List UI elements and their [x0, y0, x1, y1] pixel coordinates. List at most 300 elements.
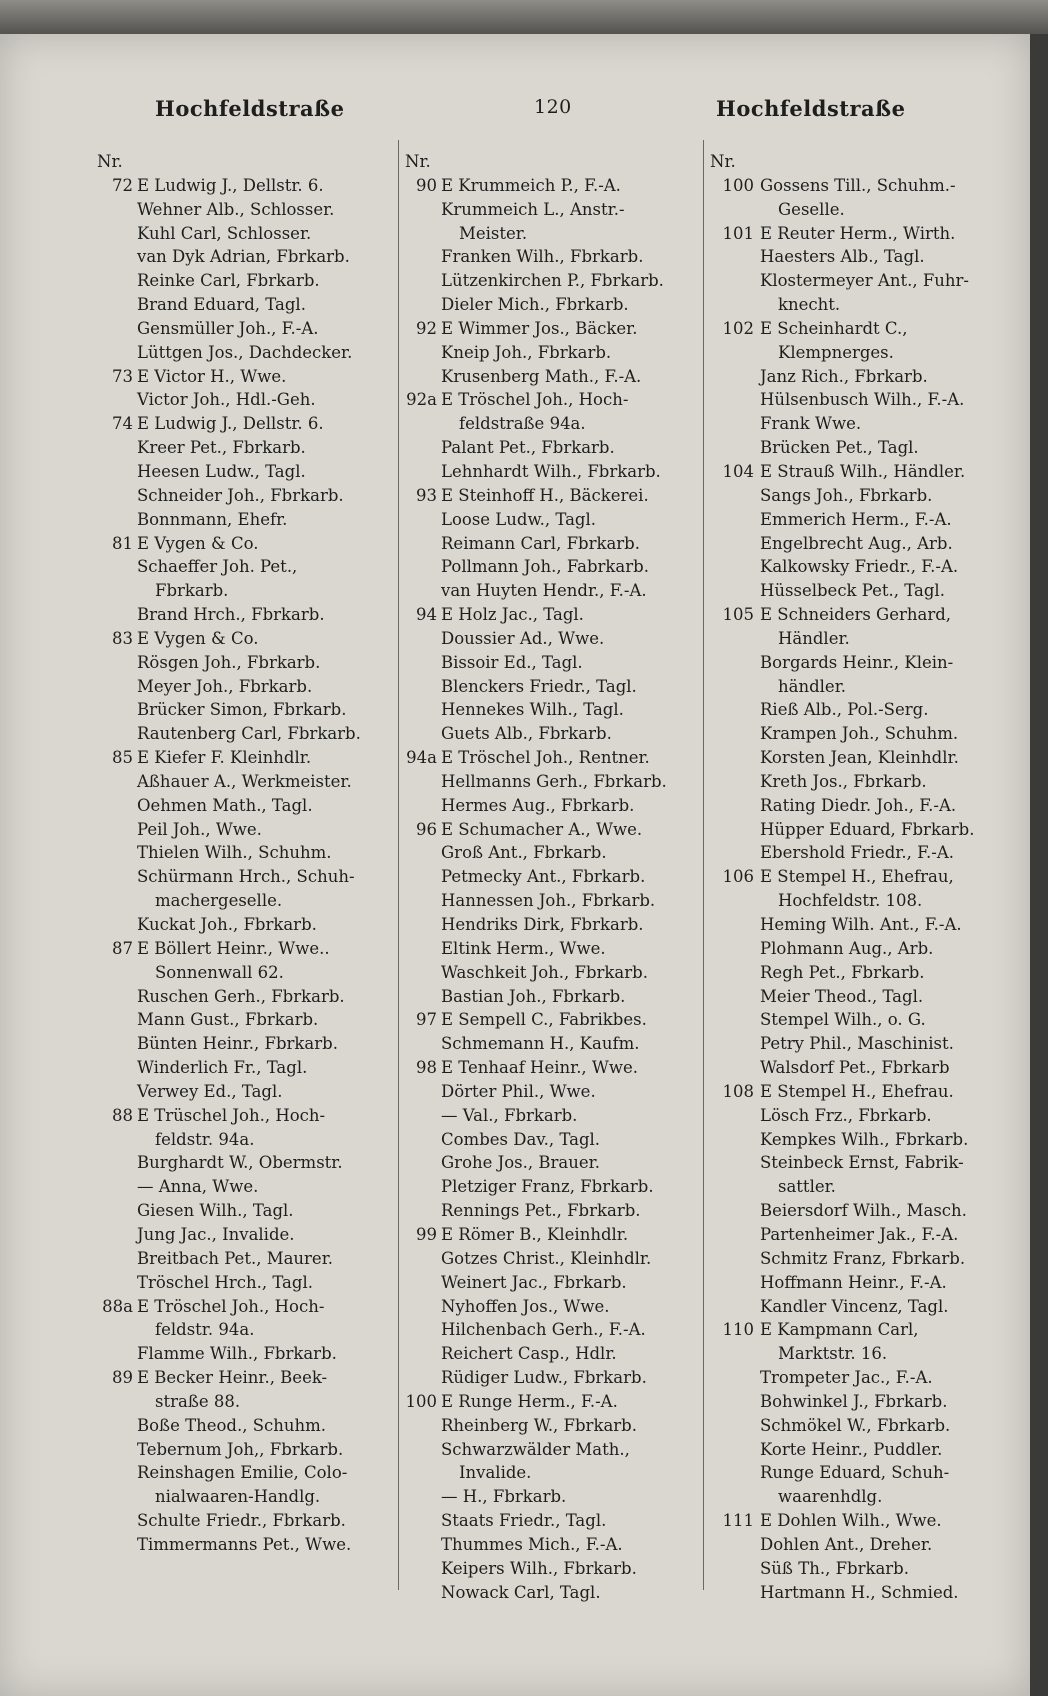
number-column-label: Nr. [710, 152, 736, 171]
entry-text: E Ludwig J., Dellstr. 6. [137, 414, 324, 434]
house-number: 81 [112, 533, 133, 553]
house-number: 85 [112, 748, 133, 768]
entry-text: Emmerich Herm., F.-A. [760, 509, 952, 529]
entry-text: E Kampmann Carl, [760, 1320, 919, 1340]
entry-line [405, 627, 700, 651]
house-number: 90 [416, 175, 437, 195]
entry-text: Hellmanns Gerh., Fbrkarb. [441, 771, 667, 791]
entry-line [405, 889, 700, 913]
entry-text: Brand Eduard, Tagl. [137, 295, 306, 315]
entry-line [97, 651, 395, 675]
house-number: 73 [112, 366, 133, 386]
entry-text: E Vygen & Co. [137, 533, 259, 553]
entry-line [710, 555, 1010, 579]
entry-text: Sangs Joh., Fbrkarb. [760, 485, 933, 505]
entry-line [405, 365, 700, 389]
entry-line [405, 985, 700, 1009]
entry-text: Winderlich Fr., Tagl. [137, 1058, 308, 1078]
entry-line [710, 1247, 1010, 1271]
entry-text: Tröschel Hrch., Tagl. [137, 1272, 313, 1292]
entry-line [405, 579, 700, 603]
number-column-label: Nr. [405, 152, 431, 171]
house-number: 88a [102, 1296, 133, 1316]
house-number: 74 [112, 414, 133, 434]
entry-text: Schulte Friedr., Fbrkarb. [137, 1511, 346, 1531]
entry-line [97, 1271, 395, 1295]
entry-line [405, 1247, 700, 1271]
entry-text: Korte Heinr., Puddler. [760, 1439, 943, 1459]
entry-line [97, 794, 395, 818]
entry-continuation: Klempnerges. [778, 342, 894, 362]
house-number: 100 [722, 175, 754, 195]
entry-text: Thummes Mich., F.-A. [441, 1534, 623, 1554]
entry-line [405, 1509, 700, 1533]
entry-line [710, 1199, 1010, 1223]
entry-text: Petmecky Ant., Fbrkarb. [441, 867, 646, 887]
entry-line [97, 1008, 395, 1032]
entry-text: Pletziger Franz, Fbrkarb. [441, 1177, 654, 1197]
entry-text: Bonnmann, Ehefr. [137, 509, 288, 529]
entry-line [710, 484, 1010, 508]
house-number: 94 [416, 605, 437, 625]
house-number: 101 [722, 223, 754, 243]
entry-text: E Römer B., Kleinhdlr. [441, 1224, 629, 1244]
entry-text: Bastian Joh., Fbrkarb. [441, 986, 626, 1006]
entry-text: Hannessen Joh., Fbrkarb. [441, 891, 656, 911]
column-1 [97, 150, 395, 1557]
entry-text: Palant Pet., Fbrkarb. [441, 438, 615, 458]
entry-text: Giesen Wilh., Tagl. [137, 1201, 294, 1221]
entry-line [405, 1318, 700, 1342]
entry-continuation: händler. [778, 676, 847, 696]
entry-text: Rheinberg W., Fbrkarb. [441, 1415, 637, 1435]
entry-line [97, 1199, 395, 1223]
entry-text: Doussier Ad., Wwe. [441, 628, 605, 648]
entry-text: Meyer Joh., Fbrkarb. [137, 676, 313, 696]
entry-continuation: Fbrkarb. [155, 581, 229, 601]
entry-line [710, 770, 1010, 794]
entry-text: Jung Jac., Invalide. [137, 1224, 295, 1244]
entry-text: Hilchenbach Gerh., F.-A. [441, 1320, 646, 1340]
entry-text: Timmermanns Pet., Wwe. [137, 1534, 352, 1554]
house-number: 96 [416, 819, 437, 839]
entry-text: Brand Hrch., Fbrkarb. [137, 605, 325, 625]
entry-text: Walsdorf Pet., Fbrkarb [760, 1058, 950, 1078]
entry-line-numbered [97, 150, 395, 174]
entry-text: Combes Dav., Tagl. [441, 1129, 601, 1149]
house-number: 92 [416, 318, 437, 338]
entry-line [405, 1271, 700, 1295]
entry-line [710, 1056, 1010, 1080]
entry-text: E Stempel H., Ehefrau, [760, 867, 954, 887]
entry-text: Reinshagen Emilie, Colo- [137, 1463, 348, 1483]
entry-text: E Steinhoff H., Bäckerei. [441, 485, 649, 505]
entry-line [405, 1295, 700, 1319]
entry-text: Rennings Pet., Fbrkarb. [441, 1201, 641, 1221]
entry-line [97, 841, 395, 865]
column-divider [703, 140, 704, 1590]
running-title-left: Hochfeldstraße [155, 96, 345, 121]
entry-line [97, 198, 395, 222]
entry-text: Kandler Vincenz, Tagl. [760, 1296, 949, 1316]
entry-text: Krusenberg Math., F.-A. [441, 366, 642, 386]
entry-line-numbered [710, 174, 1010, 198]
entry-text: E Tenhaaf Heinr., Wwe. [441, 1058, 639, 1078]
entry-text: Pollmann Joh., Fabrkarb. [441, 557, 649, 577]
entry-line [710, 579, 1010, 603]
entry-text: Schmitz Franz, Fbrkarb. [760, 1248, 966, 1268]
entry-line [97, 1533, 395, 1557]
entry-text: Brücker Simon, Fbrkarb. [137, 700, 347, 720]
entry-text: E Böllert Heinr., Wwe.. [137, 938, 330, 958]
entry-continuation: feldstr. 94a. [155, 1320, 255, 1340]
entry-line [97, 1485, 395, 1509]
entry-line [97, 484, 395, 508]
entry-text: Lösch Frz., Fbrkarb. [760, 1105, 932, 1125]
entry-text: Reimann Carl, Fbrkarb. [441, 533, 640, 553]
entry-text: Nyhoffen Jos., Wwe. [441, 1296, 610, 1316]
entry-line [710, 961, 1010, 985]
entry-line [405, 532, 700, 556]
house-number: 83 [112, 628, 133, 648]
entry-text: Engelbrecht Aug., Arb. [760, 533, 953, 553]
entry-line [710, 1557, 1010, 1581]
entry-text: E Reuter Herm., Wirth. [760, 223, 956, 243]
entry-text: Kuckat Joh., Fbrkarb. [137, 915, 317, 934]
entry-text: E Krummeich P., F.-A. [441, 175, 621, 195]
number-column-label: Nr. [97, 152, 123, 171]
entry-text: Tebernum Joh,, Fbrkarb. [137, 1439, 344, 1459]
entry-line [405, 555, 700, 579]
entry-line [97, 770, 395, 794]
entry-line [405, 1461, 700, 1485]
entry-line [405, 1414, 700, 1438]
entry-continuation: Händler. [778, 628, 850, 648]
entry-line [710, 388, 1010, 412]
entry-line [710, 937, 1010, 961]
entry-text: Ruschen Gerh., Fbrkarb. [137, 986, 345, 1006]
entry-text: E Runge Herm., F.-A. [441, 1391, 618, 1411]
entry-line [405, 341, 700, 365]
entry-text: Bohwinkel J., Fbrkarb. [760, 1391, 948, 1411]
entry-text: E Victor H., Wwe. [137, 366, 287, 386]
entry-line [97, 579, 395, 603]
entry-line [405, 1151, 700, 1175]
house-number: 110 [722, 1320, 754, 1340]
entry-line-numbered [405, 746, 700, 770]
entry-line-numbered [405, 150, 700, 174]
entry-text: Kempkes Wilh., Fbrkarb. [760, 1129, 969, 1149]
entry-line [405, 1175, 700, 1199]
entry-continuation: feldstraße 94a. [459, 414, 586, 434]
entry-line [97, 1223, 395, 1247]
entry-line [405, 937, 700, 961]
entry-line [405, 770, 700, 794]
entry-text: — Val., Fbrkarb. [441, 1105, 578, 1125]
entry-line [710, 1533, 1010, 1557]
entry-text: Keipers Wilh., Fbrkarb. [441, 1558, 637, 1578]
entry-line [710, 794, 1010, 818]
entry-text: Kneip Joh., Fbrkarb. [441, 342, 612, 362]
entry-text: Kalkowsky Friedr., F.-A. [760, 557, 959, 577]
entry-text: Hoffmann Heinr., F.-A. [760, 1272, 947, 1292]
entry-text: Rating Diedr. Joh., F.-A. [760, 795, 957, 815]
entry-text: E Dohlen Wilh., Wwe. [760, 1511, 942, 1531]
entry-text: E Wimmer Jos., Bäcker. [441, 318, 638, 338]
entry-line [97, 961, 395, 985]
entry-line [97, 913, 395, 937]
entry-continuation: Marktstr. 16. [778, 1344, 888, 1364]
entry-text: E Tröschel Joh., Hoch- [441, 390, 629, 410]
house-number: 72 [112, 175, 133, 195]
entry-text: Lehnhardt Wilh., Fbrkarb. [441, 461, 661, 481]
entry-text: Stempel Wilh., o. G. [760, 1010, 926, 1030]
entry-line-numbered [97, 1295, 395, 1319]
entry-text: Hüpper Eduard, Fbrkarb. [760, 819, 975, 839]
entry-line [97, 865, 395, 889]
house-number: 93 [416, 485, 437, 505]
entry-text: Bissoir Ed., Tagl. [441, 652, 583, 672]
entry-text: Groß Ant., Fbrkarb. [441, 843, 607, 863]
entry-line [710, 746, 1010, 770]
house-number: 92a [406, 390, 437, 410]
entry-line-numbered [710, 460, 1010, 484]
entry-line-numbered [710, 1509, 1010, 1533]
entry-line [405, 1485, 700, 1509]
entry-continuation: Invalide. [459, 1463, 532, 1483]
entry-line [710, 198, 1010, 222]
entry-line-numbered [97, 412, 395, 436]
entry-line [710, 1295, 1010, 1319]
entry-line [97, 1414, 395, 1438]
entry-continuation: waarenhdlg. [778, 1487, 883, 1507]
house-number: 89 [112, 1368, 133, 1388]
entry-line [97, 1080, 395, 1104]
entry-line [710, 889, 1010, 913]
entry-line [710, 1581, 1010, 1605]
entry-line [710, 1104, 1010, 1128]
entry-line [710, 436, 1010, 460]
entry-line-numbered [97, 746, 395, 770]
entry-text: Rautenberg Carl, Fbrkarb. [137, 724, 361, 744]
entry-text: — Anna, Wwe. [137, 1177, 259, 1197]
entry-text: Hendriks Dirk, Fbrkarb. [441, 915, 644, 934]
entry-text: Kuhl Carl, Schlosser. [137, 223, 312, 243]
column-divider [398, 140, 399, 1590]
entry-line [97, 818, 395, 842]
entry-text: E Ludwig J., Dellstr. 6. [137, 175, 324, 195]
entry-text: Thielen Wilh., Schuhm. [137, 843, 332, 863]
house-number: 106 [722, 867, 754, 887]
entry-line-numbered [710, 865, 1010, 889]
column-3 [710, 150, 1010, 1604]
entry-line [97, 436, 395, 460]
entry-text: Brücken Pet., Tagl. [760, 438, 919, 458]
entry-line [405, 865, 700, 889]
entry-line [710, 698, 1010, 722]
entry-text: Blenckers Friedr., Tagl. [441, 676, 637, 696]
entry-line [405, 675, 700, 699]
entry-line [405, 1128, 700, 1152]
entry-line-numbered [97, 532, 395, 556]
entry-text: Petry Phil., Maschinist. [760, 1034, 954, 1054]
entry-line [97, 698, 395, 722]
entry-text: Beiersdorf Wilh., Masch. [760, 1201, 967, 1221]
entry-line [405, 412, 700, 436]
entry-line [405, 961, 700, 985]
entry-text: Gensmüller Joh., F.-A. [137, 318, 319, 338]
entry-text: Dohlen Ant., Dreher. [760, 1534, 933, 1554]
entry-text: Mann Gust., Fbrkarb. [137, 1010, 319, 1030]
entry-text: Hülsenbusch Wilh., F.-A. [760, 390, 965, 410]
entry-line [405, 794, 700, 818]
entry-line [97, 508, 395, 532]
entry-text: Lüttgen Jos., Dachdecker. [137, 342, 353, 362]
entry-line [405, 222, 700, 246]
entry-line-numbered [405, 1223, 700, 1247]
entry-text: Heming Wilh. Ant., F.-A. [760, 915, 962, 934]
entry-line [405, 1199, 700, 1223]
entry-line [97, 1032, 395, 1056]
entry-line [710, 269, 1010, 293]
page-number: 120 [534, 96, 572, 118]
entry-line [97, 889, 395, 913]
entry-text: — H., Fbrkarb. [441, 1487, 567, 1507]
entry-text: Schmemann H., Kaufm. [441, 1034, 640, 1054]
entry-text: Weinert Jac., Fbrkarb. [441, 1272, 627, 1292]
entry-line [405, 245, 700, 269]
entry-text: E Tröschel Joh., Hoch- [137, 1296, 325, 1316]
entry-text: E Kiefer F. Kleinhdlr. [137, 748, 312, 768]
entry-line [405, 651, 700, 675]
entry-line [405, 1366, 700, 1390]
entry-line-numbered [97, 937, 395, 961]
house-number: 97 [416, 1010, 437, 1030]
entry-text: Waschkeit Joh., Fbrkarb. [441, 962, 648, 982]
entry-line-numbered [405, 818, 700, 842]
entry-text: Korsten Jean, Kleinhdlr. [760, 748, 959, 768]
entry-text: Dieler Mich., Fbrkarb. [441, 295, 629, 315]
entry-line [405, 841, 700, 865]
entry-line [97, 675, 395, 699]
entry-line [97, 269, 395, 293]
entry-text: Steinbeck Ernst, Fabrik- [760, 1153, 964, 1173]
entry-text: Guets Alb., Fbrkarb. [441, 724, 612, 744]
column-2 [405, 150, 700, 1604]
entry-line-numbered [405, 388, 700, 412]
entry-text: Kreer Pet., Fbrkarb. [137, 438, 306, 458]
entry-text: van Huyten Hendr., F.-A. [441, 581, 647, 601]
entry-text: Franken Wilh., Fbrkarb. [441, 247, 644, 267]
house-number: 87 [112, 938, 133, 958]
entry-line [710, 722, 1010, 746]
entry-continuation: Meister. [459, 223, 528, 243]
entry-continuation: Sonnenwall 62. [155, 962, 284, 982]
entry-line [405, 1080, 700, 1104]
entry-line [97, 1509, 395, 1533]
entry-line [97, 603, 395, 627]
entry-line [710, 1271, 1010, 1295]
entry-text: E Schneiders Gerhard, [760, 605, 952, 625]
house-number: 88 [112, 1105, 133, 1125]
entry-line [405, 1342, 700, 1366]
entry-text: Krampen Joh., Schuhm. [760, 724, 959, 744]
entry-text: Wehner Alb., Schlosser. [137, 199, 335, 219]
entry-line [97, 555, 395, 579]
entry-text: Bünten Heinr., Fbrkarb. [137, 1034, 338, 1054]
entry-line [405, 698, 700, 722]
entry-continuation: nialwaaren-Handlg. [155, 1487, 321, 1507]
entry-text: Trompeter Jac., F.-A. [760, 1368, 933, 1388]
running-title-right: Hochfeldstraße [716, 96, 906, 121]
entry-line [97, 985, 395, 1009]
entry-continuation: machergeselle. [155, 891, 283, 911]
entry-continuation: knecht. [778, 295, 841, 315]
entry-text: Plohmann Aug., Arb. [760, 938, 934, 958]
entry-line [97, 1318, 395, 1342]
entry-line [405, 198, 700, 222]
entry-line [97, 1128, 395, 1152]
entry-text: E Becker Heinr., Beek- [137, 1368, 328, 1388]
entry-line [405, 1104, 700, 1128]
entry-text: van Dyk Adrian, Fbrkarb. [137, 247, 350, 267]
entry-text: Nowack Carl, Tagl. [441, 1582, 601, 1602]
entry-line-numbered [710, 150, 1010, 174]
entry-line [97, 293, 395, 317]
entry-text: E Scheinhardt C., [760, 318, 908, 338]
house-number: 108 [722, 1081, 754, 1101]
entry-text: Meier Theod., Tagl. [760, 986, 924, 1006]
entry-line [710, 1366, 1010, 1390]
entry-line [710, 341, 1010, 365]
entry-text: Peil Joh., Wwe. [137, 819, 262, 839]
entry-text: Staats Friedr., Tagl. [441, 1511, 607, 1531]
entry-text: Rösgen Joh., Fbrkarb. [137, 652, 321, 672]
entry-line [710, 651, 1010, 675]
entry-line [405, 913, 700, 937]
entry-line [97, 1390, 395, 1414]
entry-line [710, 532, 1010, 556]
entry-line [710, 1485, 1010, 1509]
house-number: 98 [416, 1058, 437, 1078]
entry-text: Hermes Aug., Fbrkarb. [441, 795, 635, 815]
entry-line [710, 627, 1010, 651]
entry-text: Aßhauer A., Werkmeister. [137, 771, 352, 791]
entry-text: E Trüschel Joh., Hoch- [137, 1105, 326, 1125]
entry-text: Krummeich L., Anstr.- [441, 199, 625, 219]
entry-text: Borgards Heinr., Klein- [760, 652, 954, 672]
entry-text: Loose Ludw., Tagl. [441, 509, 596, 529]
entry-line [710, 1175, 1010, 1199]
entry-text: Haesters Alb., Tagl. [760, 247, 925, 267]
entry-line [710, 245, 1010, 269]
entry-continuation: feldstr. 94a. [155, 1129, 255, 1149]
entry-text: Boße Theod., Schuhm. [137, 1415, 327, 1435]
entry-text: Partenheimer Jak., F.-A. [760, 1224, 959, 1244]
entry-line [710, 293, 1010, 317]
entry-text: Schneider Joh., Fbrkarb. [137, 485, 344, 505]
entry-text: E Holz Jac., Tagl. [441, 605, 584, 625]
entry-line [97, 245, 395, 269]
entry-line [710, 1223, 1010, 1247]
entry-line [405, 460, 700, 484]
house-number: 104 [722, 461, 754, 481]
house-number: 100 [405, 1391, 437, 1411]
entry-line [405, 1032, 700, 1056]
entry-text: E Vygen & Co. [137, 628, 259, 648]
entry-line [97, 317, 395, 341]
entry-line-numbered [710, 1080, 1010, 1104]
